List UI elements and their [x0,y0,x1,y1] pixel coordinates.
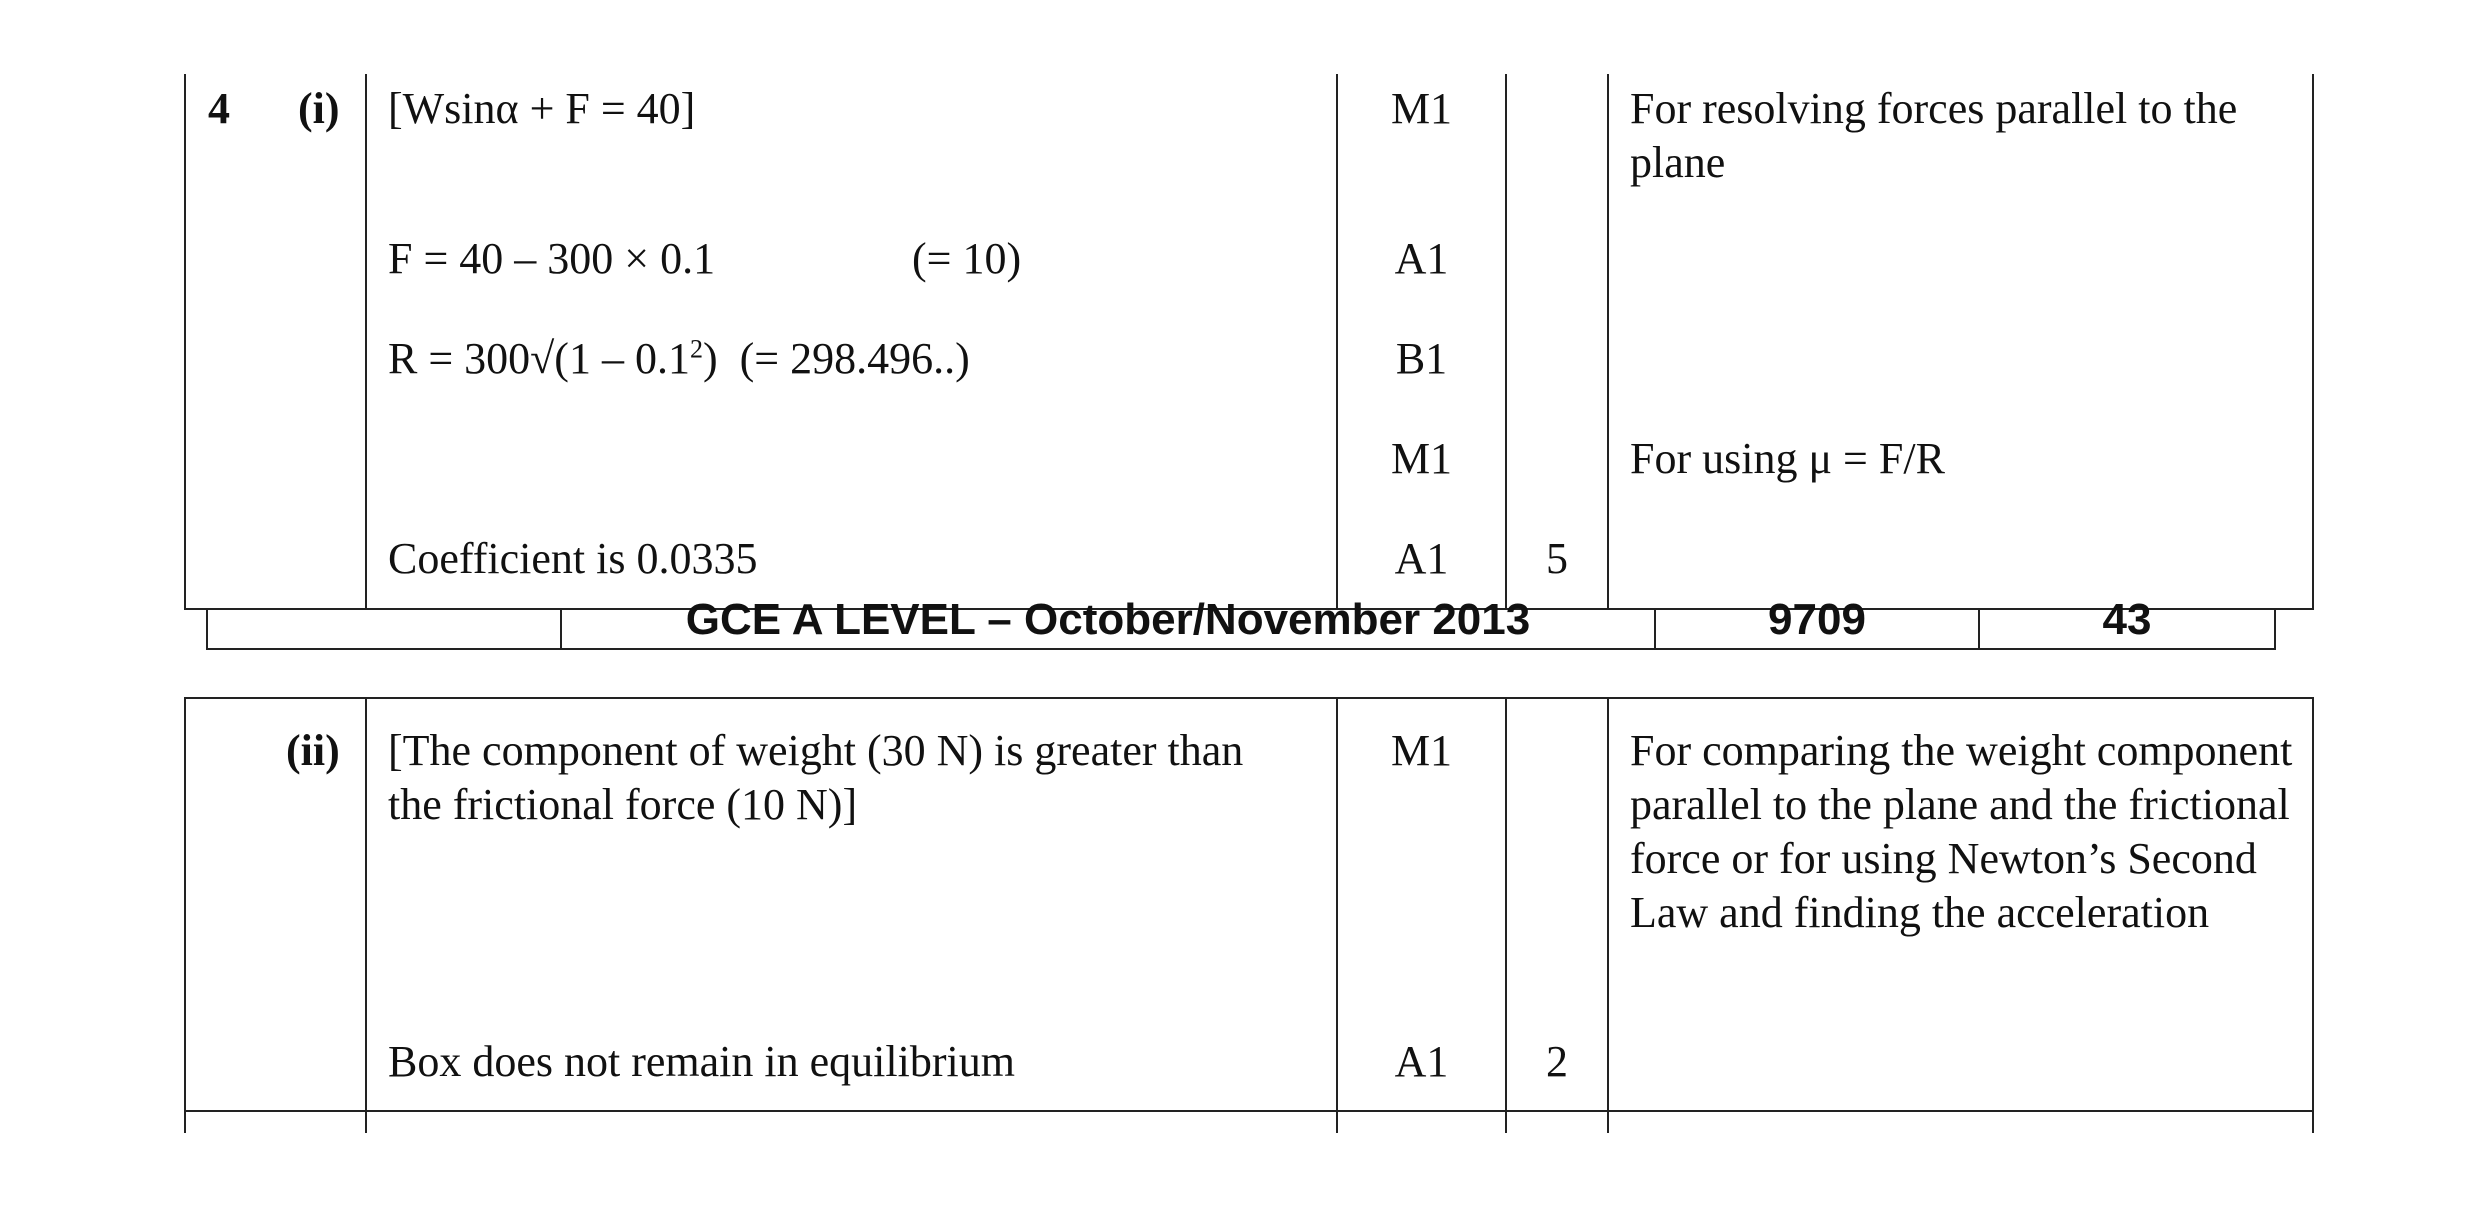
table-row-divider [184,1110,2314,1112]
table-divider [1607,74,1609,610]
mark-code: M1 [1390,434,1453,483]
table-border-top [184,697,2314,699]
mark-code: A1 [1394,234,1449,283]
guidance-text: For resolving forces parallel to the plane [1630,84,2238,187]
guidance-text: For comparing the weight component parallel to the plane and the frictional force or for using Newton’s Second Law and finding the acceleration [1630,726,2293,937]
table-divider [365,74,367,610]
part-label: (ii) [286,726,340,775]
syllabus-code: 9709 [1768,595,1866,644]
paper-number: 43 [2102,595,2152,644]
header-border-left [206,608,208,650]
answer-text: [The component of weight (30 N) is greater than the frictional force (10 N)] [388,726,1244,829]
table-border-right [2312,74,2314,610]
table-divider [1505,74,1507,610]
mark-code: M1 [1390,726,1453,775]
table-border-left [184,74,186,610]
mark-code: B1 [1395,334,1448,383]
header-border-bottom [206,648,2276,650]
total-marks: 5 [1546,534,1568,583]
exam-title: GCE A LEVEL – October/November 2013 [685,595,1531,644]
table-divider [365,697,367,1133]
answer-text: $R = 300√(1 - 0.1^2)$ (= 298.496..) [388,334,970,383]
answer-text: F = 40 – 300 × 0.1 [388,234,716,283]
header-border-right [2274,608,2276,650]
answer-text: [Wsinα + F = 40] [388,84,696,133]
answer-text: Coefficient is 0.0335 [388,534,758,583]
mark-code: A1 [1394,534,1449,583]
question-number: 4 [208,84,230,133]
table-border-left [184,697,186,1133]
mark-code: A1 [1394,1037,1449,1086]
guidance-text: For using μ = F/R [1630,434,1945,483]
table-divider [1607,697,1609,1133]
answer-value: (= 10) [912,234,1022,283]
answer-text: Box does not remain in equilibrium [388,1037,1015,1086]
total-marks: 2 [1546,1037,1568,1086]
table-border-right [2312,697,2314,1133]
mark-code: M1 [1390,84,1453,133]
part-label: (i) [298,84,340,133]
